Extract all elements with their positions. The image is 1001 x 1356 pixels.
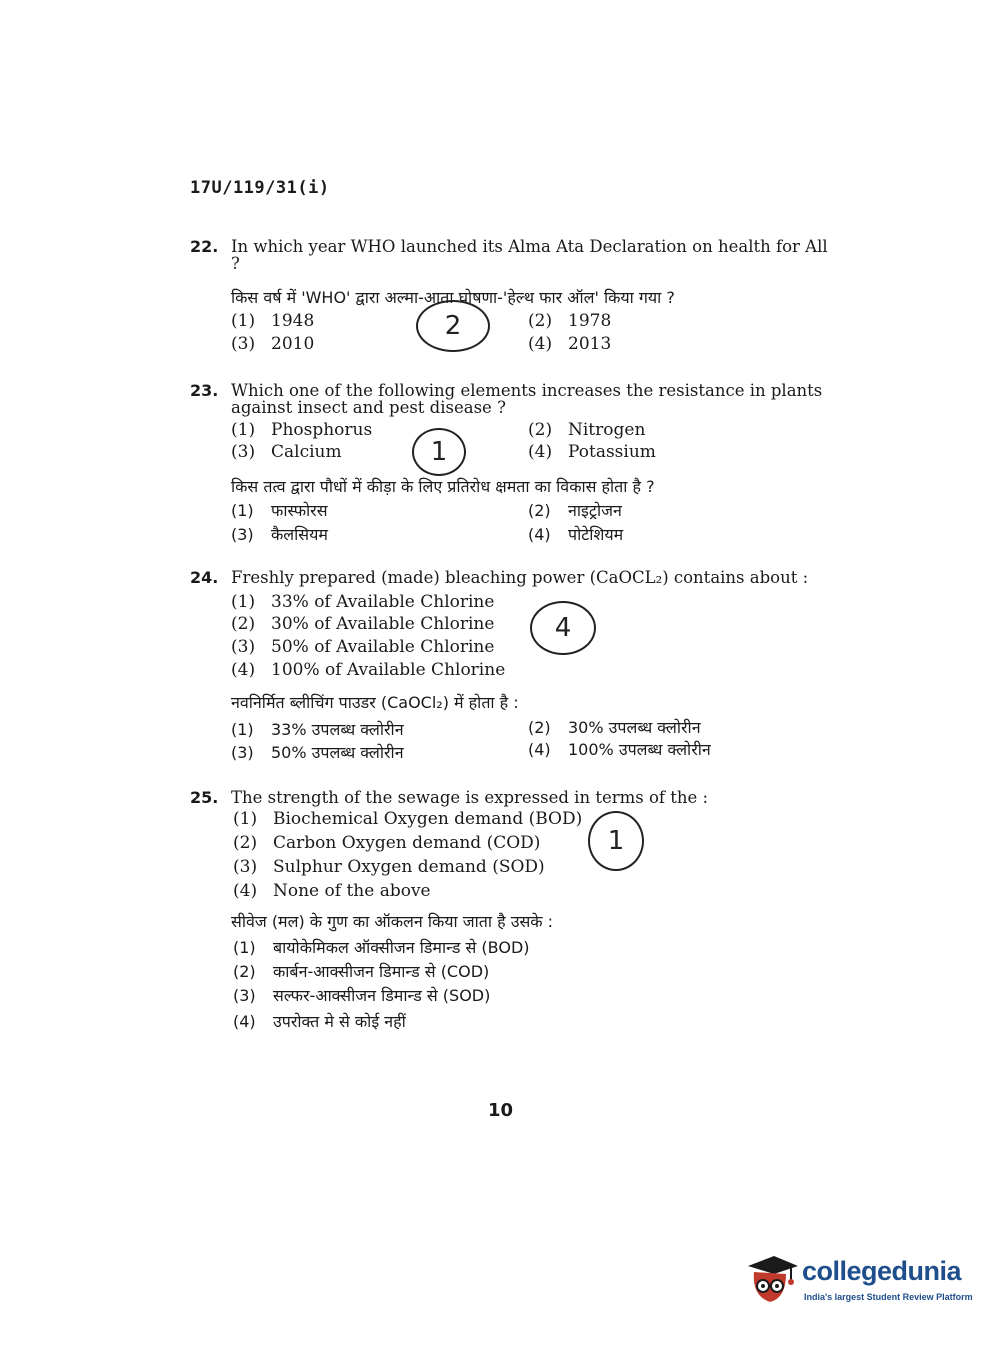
handwritten-answer-mark: 2 <box>416 300 490 352</box>
option-1: (1) Phosphorus <box>231 420 373 440</box>
option-1: (1) 1948 <box>231 311 315 331</box>
brand-name: collegedunia <box>802 1256 962 1286</box>
option-2: (2) Carbon Oxygen demand (COD) <box>233 833 541 853</box>
page-number: 10 <box>487 1100 514 1121</box>
option-4: (4) Potassium <box>528 442 656 462</box>
option-4: (4) None of the above <box>233 881 431 901</box>
option-4: (4) 2013 <box>528 334 612 354</box>
question-text: Which one of the following elements increases the resistance in plants against insect and pest disease ? <box>231 381 823 417</box>
option-2: (2) 30% of Available Chlorine <box>231 614 495 634</box>
handwritten-answer-mark: 1 <box>588 811 644 871</box>
hindi-option-1: (1) बायोकेमिकल ऑक्सीजन डिमान्ड से (BOD) <box>233 938 530 957</box>
option-3: (3) 50% of Available Chlorine <box>231 637 495 657</box>
collegedunia-logo[interactable] <box>744 1252 974 1312</box>
question-text-hindi: सीवेज (मल) के गुण का ऑकलन किया जाता है उसके : <box>231 912 554 931</box>
question-text: The strength of the sewage is expressed in terms of the : <box>231 788 709 807</box>
option-2: (2) Nitrogen <box>528 420 646 440</box>
hindi-option-4: (4) 100% उपलब्ध क्लोरीन <box>528 740 711 759</box>
option-3: (3) Sulphur Oxygen demand (SOD) <box>233 857 545 877</box>
option-3: (3) Calcium <box>231 442 342 462</box>
hindi-option-2: (2) 30% उपलब्ध क्लोरीन <box>528 718 701 737</box>
question-text-hindi: किस वर्ष में 'WHO' द्वारा अल्मा-आता घोषणा-'हेल्थ फार ऑल' किया गया ? <box>231 288 675 307</box>
hindi-option-1: (1) फास्फोरस <box>231 501 328 520</box>
hindi-option-2: (2) नाइट्रोजन <box>528 501 622 520</box>
question-text: In which year WHO launched its Alma Ata Declaration on health for All ? <box>231 237 828 273</box>
question-number: 24. <box>190 568 219 587</box>
option-1: (1) Biochemical Oxygen demand (BOD) <box>233 809 583 829</box>
option-1: (1) 33% of Available Chlorine <box>231 592 495 612</box>
paper-code: 17U/119/31(i) <box>190 178 330 198</box>
mascot-icon <box>744 1252 800 1308</box>
handwritten-answer-mark: 1 <box>412 428 466 476</box>
question-text-hindi: नवनिर्मित ब्लीचिंग पाउडर (CaOCl₂) में होता है : <box>231 693 519 712</box>
hindi-option-4: (4) उपरोक्त मे से कोई नहीं <box>233 1012 406 1031</box>
handwritten-answer-mark: 4 <box>530 601 596 655</box>
hindi-option-1: (1) 33% उपलब्ध क्लोरीन <box>231 720 404 739</box>
hindi-option-2: (2) कार्बन-आक्सीजन डिमान्ड से (COD) <box>233 962 490 981</box>
hindi-option-3: (3) सल्फर-आक्सीजन डिमान्ड से (SOD) <box>233 986 491 1005</box>
question-number: 22. <box>190 237 219 256</box>
question-text-hindi: किस तत्व द्वारा पौधों में कीड़ा के लिए प्रतिरोध क्षमता का विकास होता है ? <box>231 477 655 496</box>
hindi-option-3: (3) कैलसियम <box>231 525 328 544</box>
option-4: (4) 100% of Available Chlorine <box>231 660 506 680</box>
option-2: (2) 1978 <box>528 311 612 331</box>
option-3: (3) 2010 <box>231 334 315 354</box>
question-number: 25. <box>190 788 219 807</box>
question-text: Freshly prepared (made) bleaching power (CaOCL₂) contains about : <box>231 568 809 587</box>
question-number: 23. <box>190 381 219 400</box>
hindi-option-4: (4) पोटेशियम <box>528 525 624 544</box>
brand-tagline: India's largest Student Review Platform <box>804 1292 973 1302</box>
hindi-option-3: (3) 50% उपलब्ध क्लोरीन <box>231 743 404 762</box>
